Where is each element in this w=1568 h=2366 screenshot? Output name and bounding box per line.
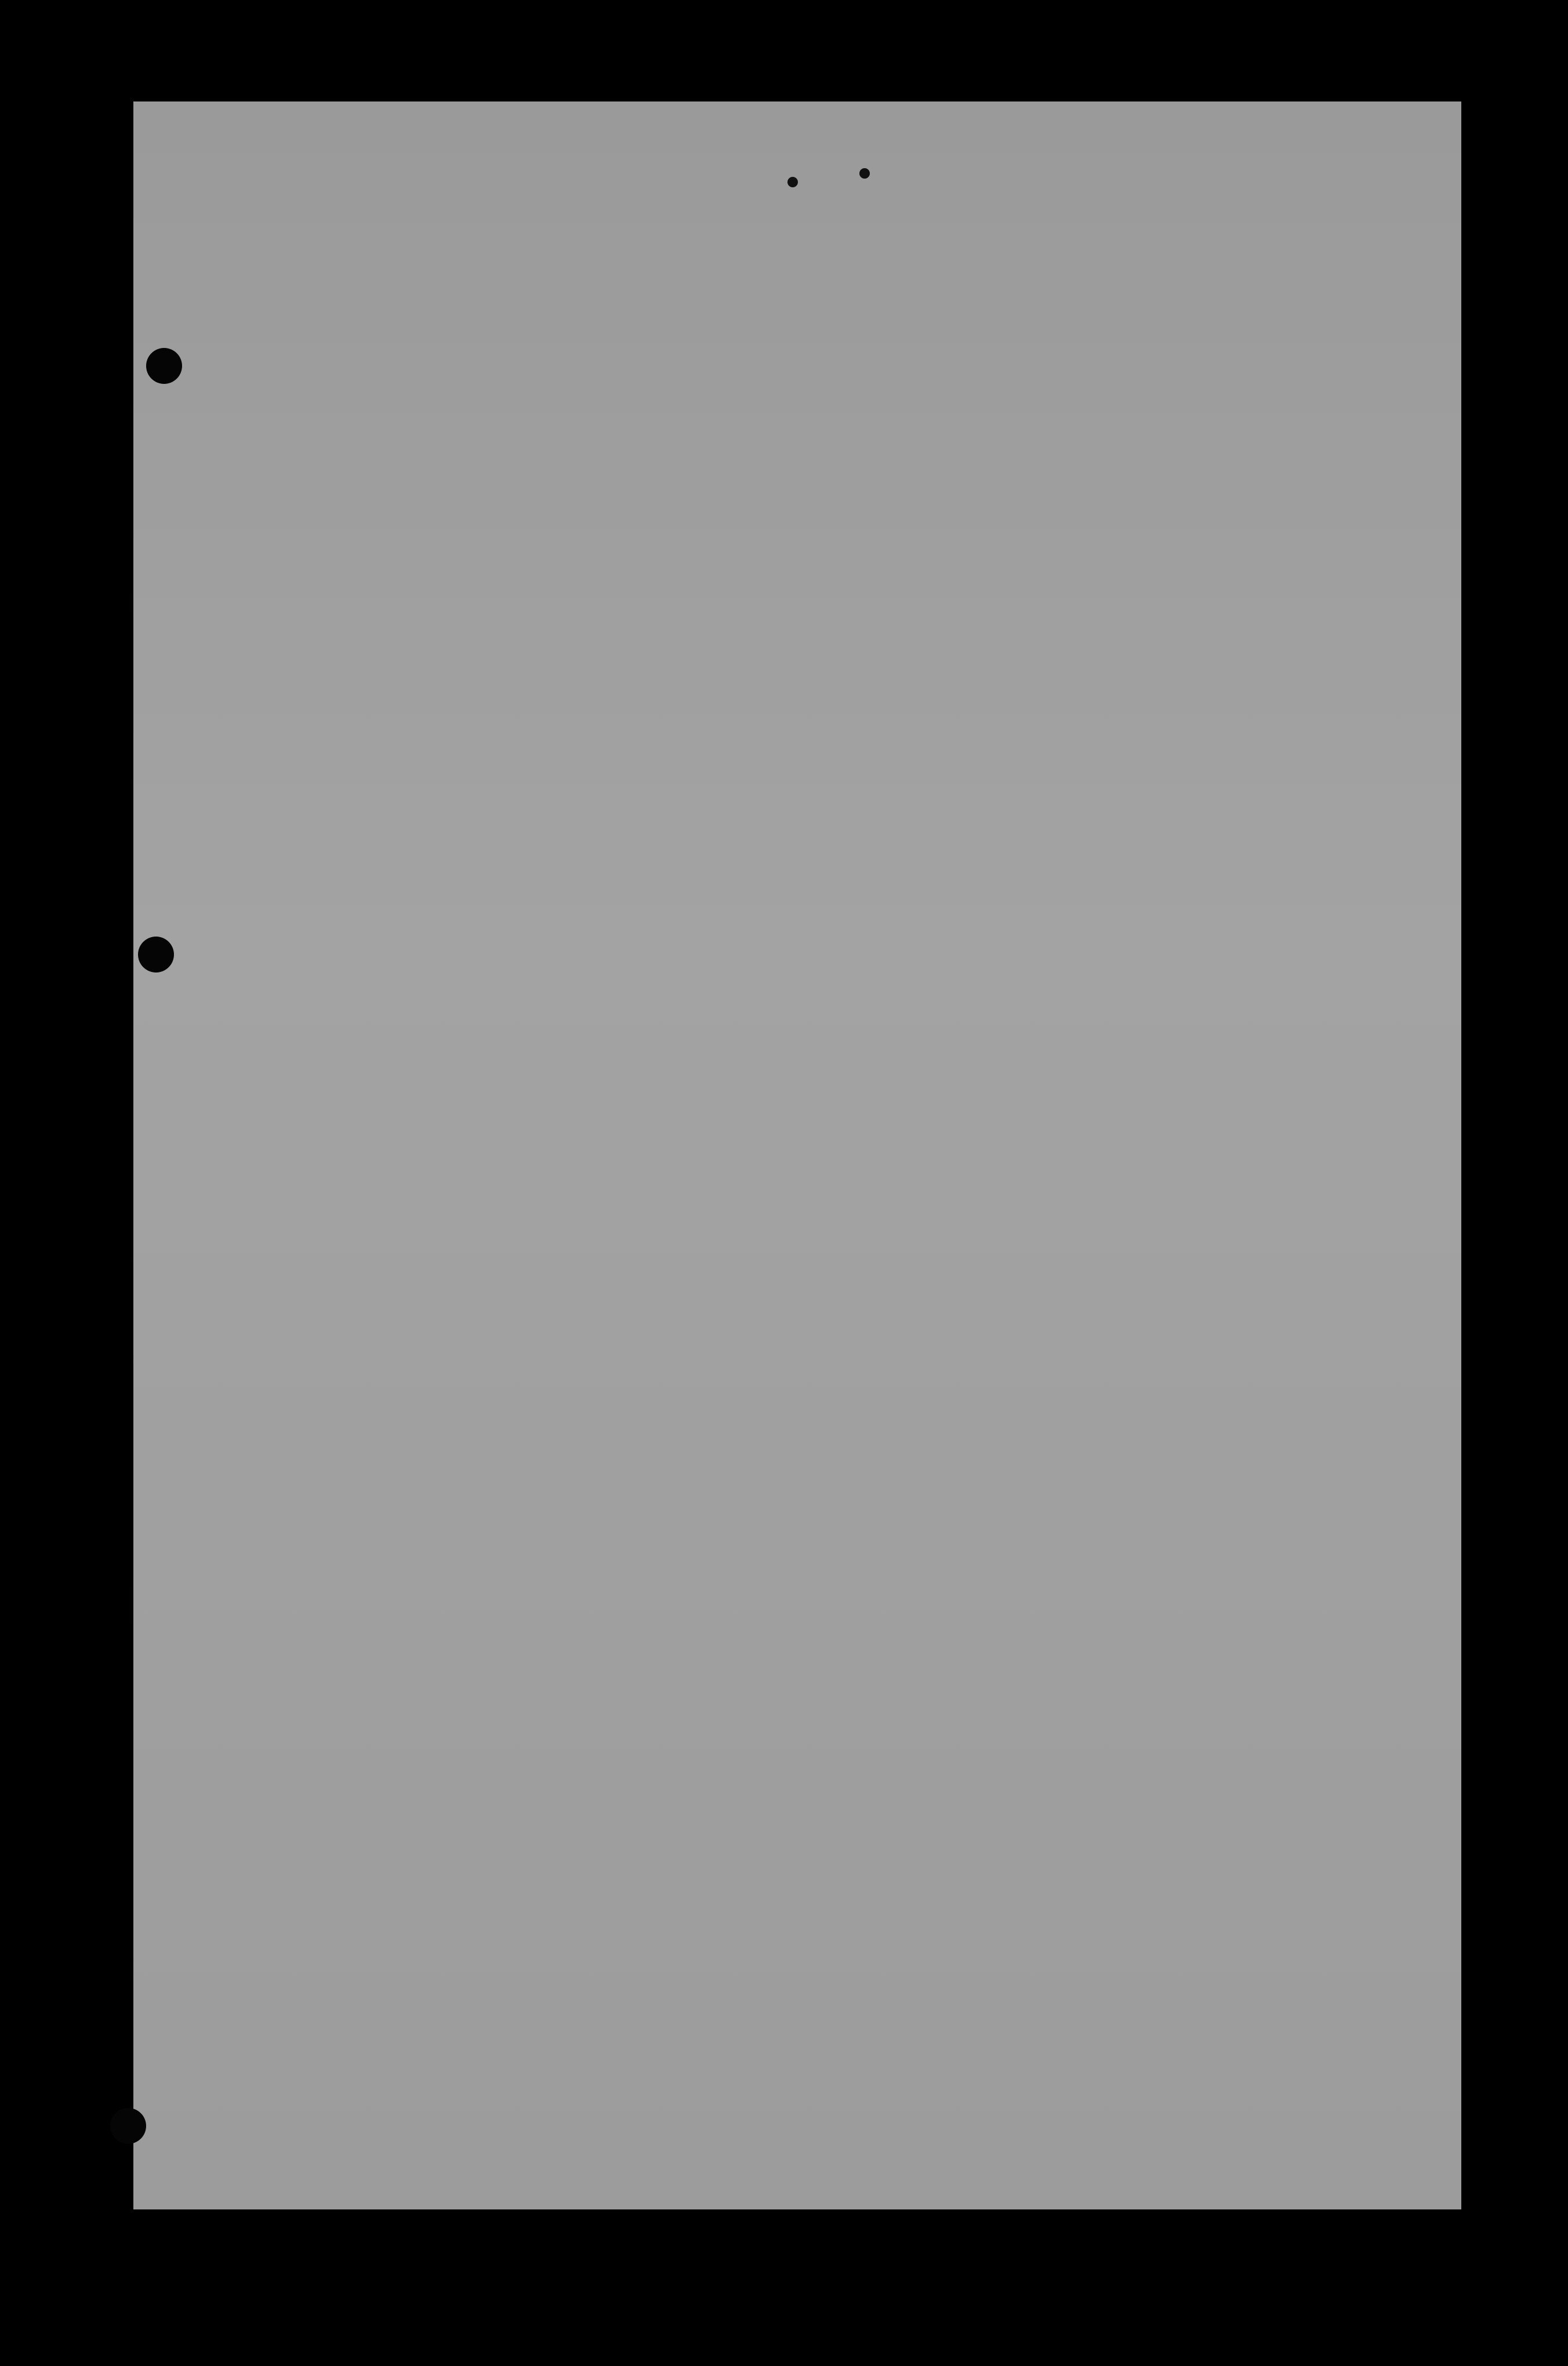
binder-hole	[146, 348, 182, 384]
ink-dot	[787, 177, 798, 187]
binder-hole	[110, 2108, 146, 2144]
document-page	[133, 101, 1461, 2209]
ink-dot	[859, 168, 870, 179]
binder-hole	[138, 937, 174, 972]
roster-content	[188, 502, 1435, 507]
